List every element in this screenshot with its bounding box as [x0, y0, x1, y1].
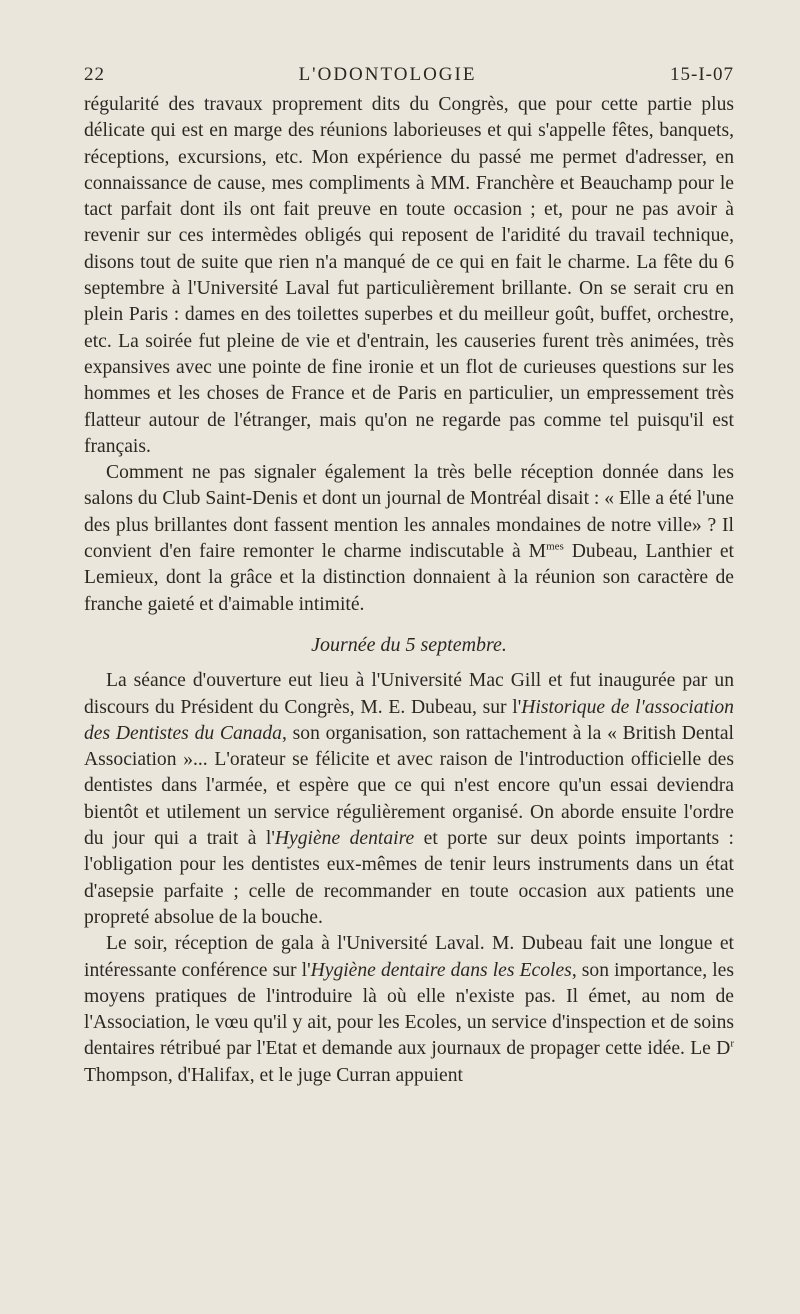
- running-header: [84, 64, 734, 86]
- paragraph-1: régularité des travaux proprement dits du Congrès, que pour cette partie plus délicate qui est en marge des réunions laborieuses et qui s'appelle fêtes, banquets, réceptions, excursions, etc. Mon expérience du passé me permet d'adresser, en connaissance de cause, mes compliments à MM. Franchère et Beauchamp pour le tact parfait dont ils ont fait preuve en toute occasion ; et, pour ne pas avoir à revenir sur ces intermèdes obligés qui reposent de l'aridité du travail technique, disons tout de suite que rien n'a manqué de ce qui en fait le charme. La fête du 6 septembre à l'Université Laval fut particulièrement brillante. On se serait cru en plein Paris : dames en des toilettes superbes et du meilleur goût, buffet, orchestre, etc. La soirée fut pleine de vie et d'entrain, les causeries furent très animées, très expansives avec une pointe de fine ironie et un flot de curieuses questions sur les hommes et les choses de France et de Paris en particulier, un empressement très flatteur autour de l'étranger, mais qu'on ne regarde pas comme tel puisqu'il est français.: [84, 94, 734, 457]
- section-title: Journée du 5 septembre.: [311, 633, 507, 656]
- page-number: 22: [84, 64, 105, 85]
- paragraph-4: Le soir, réception de gala à l'Université Laval. M. Dubeau fait une longue et intéressante conférence sur l'Hygiène dentaire dans les Ecoles, son importance, les moyens pratiques de l'introduire là où elle n'existe pas. Il émet, au nom de l'Association, le vœu qu'il y ait, pour les Ecoles, un service d'inspection et de soins dentaires rétribué par l'Etat et demande aux journaux de propager cette idée. Le $D^r$ Thompson, d'Halifax, et le juge Curran appuient: [84, 933, 734, 1086]
- journal-title: L'ODONTOLOGIE: [298, 64, 477, 85]
- article-body: [84, 92, 734, 1089]
- issue-date: 15-I-07: [670, 64, 734, 85]
- paragraph-2: Comment ne pas signaler également la très belle réception donnée dans les salons du Club Saint-Denis et dont un journal de Montréal disait : « Elle a été l'une des plus brillantes dont fassent mention les annales mondaines de notre ville» ? Il convient d'en faire remonter le charme indiscutable à $M^{mes}$ Dubeau, Lanthier et Lemieux, dont la grâce et la distinction donnaient à la réunion son caractère de franche gaieté et d'aimable intimité.: [84, 462, 734, 615]
- paragraph-3: La séance d'ouverture eut lieu à l'Université Mac Gill et fut inaugurée par un discours du Président du Congrès, M. E. Dubeau, sur l'Historique de l'association des Dentistes du Canada, son organisation, son rattachement à la « British Dental Association »... L'orateur se félicite et avec raison de l'introduction officielle des dentistes dans l'armée, et espère que ce qui n'est encore qu'un essai deviendra bientôt et utilement un service régulièrement organisé. On aborde ensuite l'ordre du jour qui a trait à l'Hygiène dentaire et porte sur deux points importants : l'obligation pour les dentistes eux-mêmes de tenir leurs instruments dans un état d'asepsie parfaite ; celle de recommander en toute occasion aux patients une propreté absolue de la bouche.: [84, 670, 734, 928]
